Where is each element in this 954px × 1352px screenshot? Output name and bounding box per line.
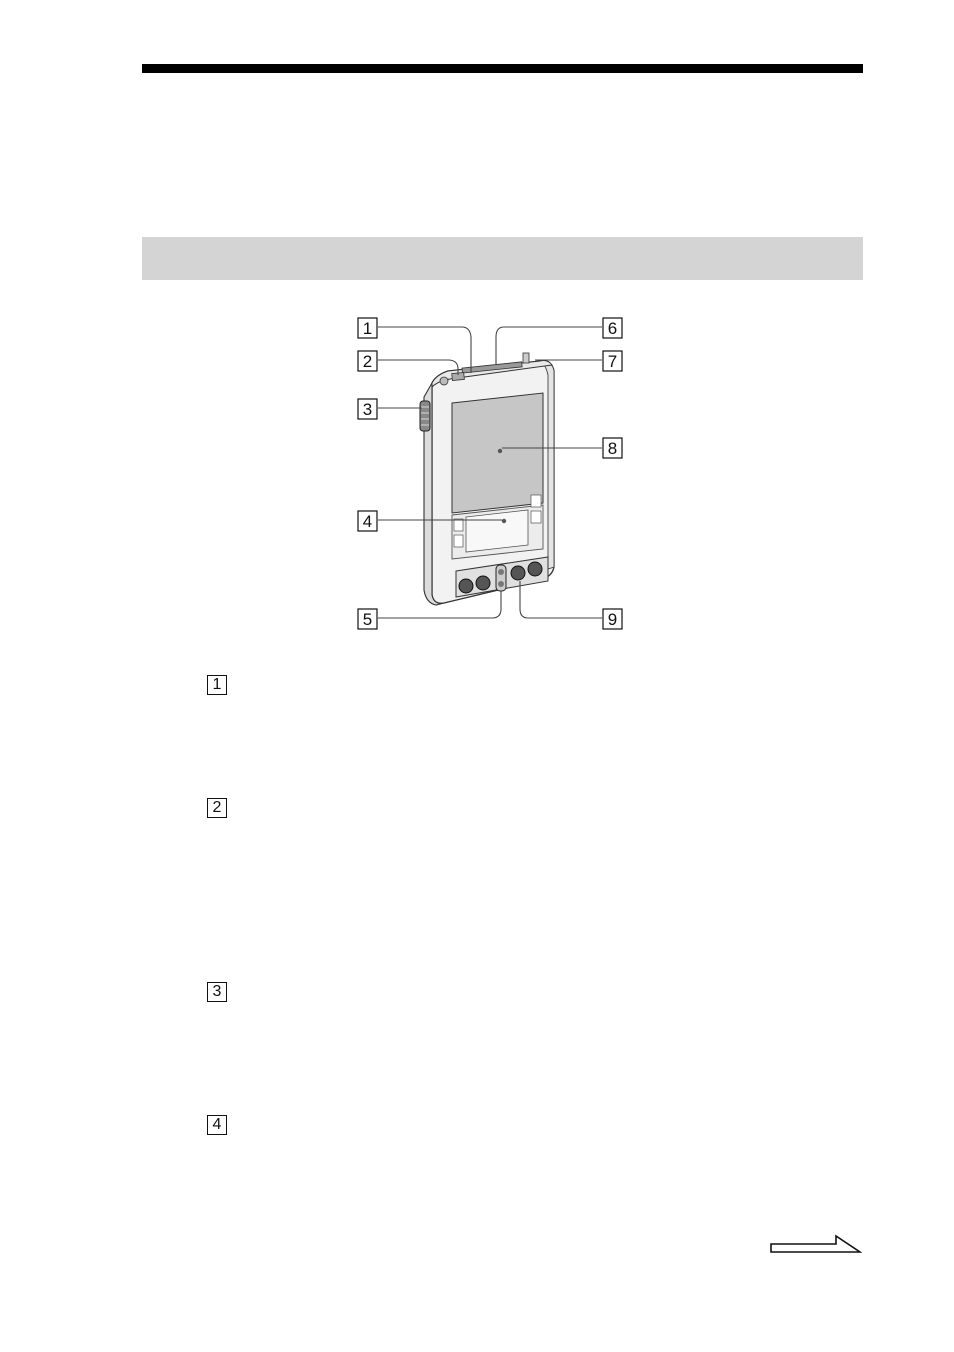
section-heading-band [142,237,863,280]
description-marker-4: 4 [207,1115,227,1135]
description-marker-2: 2 [207,798,227,818]
callout-5 [358,609,377,629]
description-marker-1: 1 [207,675,227,695]
header-rule [142,64,863,73]
continued-arrow-icon [770,1232,862,1256]
handheld-device [420,353,554,605]
device-illustration [340,305,650,645]
svg-text:1: 1 [362,319,373,338]
callout-2 [358,351,377,371]
svg-text:8: 8 [607,439,618,458]
svg-text:6: 6 [607,319,618,338]
description-marker-3: 3 [207,982,227,1002]
callout-3 [358,399,377,419]
svg-text:2: 2 [362,352,373,371]
callout-7 [603,351,622,371]
callout-9 [603,609,622,629]
callout-1 [358,318,377,338]
callout-4 [358,511,377,531]
device-diagram [340,305,650,645]
svg-text:7: 7 [607,352,618,371]
svg-text:3: 3 [362,400,373,419]
callout-8 [603,438,622,458]
callout-6 [603,318,622,338]
svg-text:4: 4 [362,512,373,531]
svg-text:5: 5 [362,610,373,629]
svg-text:9: 9 [607,610,618,629]
